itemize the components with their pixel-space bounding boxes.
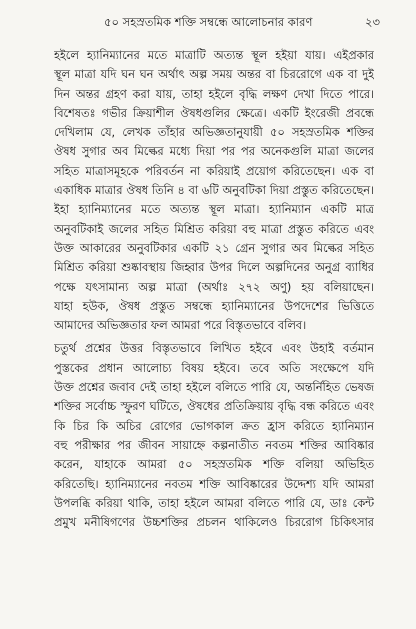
text-line: আমাদের অভিজ্ঞতার ফল আমরা পরে বিস্তৃতভাবে বলিব। bbox=[54, 319, 307, 333]
paragraph bbox=[54, 339, 374, 532]
text-line: বিশেষতঃ গভীর ক্রিয়াশীল ঔষধগুলির ক্ষেত্রে। একটি ইংরেজী প্রবন্ধে bbox=[54, 106, 374, 120]
text-line: ইহা হ্যানিম্যানের মতে অত্যন্ত স্থূল মাত্রা। হ্যানিম্যান একটি মাত্র bbox=[54, 203, 374, 217]
text-line: হইলে হ্যানিম্যানের মতে মাত্রাটি অত্যন্ত স্থূল হইয়া যায়। এইপ্রকার bbox=[54, 49, 374, 62]
text-line: দেখিলাম যে, লেখক তাঁহার অভিজ্ঞতানুযায়ী ৫০ সহস্রতমিক শক্তির bbox=[54, 126, 374, 140]
running-header bbox=[46, 12, 380, 32]
text-line: উক্ত আকারের অনুবটিকার একটি ২১ গ্রেন সুগার অব মিল্কের সহিত bbox=[54, 241, 374, 255]
text-line: সহিত মাত্রাসমূহকে পরিবর্তন না করিয়াই প্রয়োগ করিতেছেন। এক বা bbox=[54, 164, 374, 178]
text-line: একাধিক মাত্রার ঔষধ তিনি ৪ বা ৬টি অনুবটিকা দিয়া প্রস্তুত করিতেছেন। bbox=[54, 184, 374, 198]
text-line: করেন, যাহাকে আমরা ৫০ সহস্রতমিক শক্তি বলিয়া অভিহিত bbox=[54, 458, 374, 472]
text-line: প্রমুখ মনীষিগণের উচ্চশক্তির প্রচলন থাকিলেও চিররোগ চিকিৎসার bbox=[54, 516, 374, 530]
text-line: মিশ্রিত করিয়া শুষ্কাবস্থায় জিহ্বার উপর দিলে অল্পদিনের অনুগ্র ব্যাধির bbox=[54, 261, 374, 275]
text-line: যাহা হউক, ঔষধ প্রস্তুত সম্বন্ধে হ্যানিম্যানের উপদেশের ভিত্তিতে bbox=[54, 299, 374, 313]
text-line: করিতেছি। হ্যানিম্যানের নবতম শক্তি আবিষ্কারের উদ্দেশ্য যদি আমরা bbox=[54, 477, 374, 491]
text-line: উক্ত প্রশ্নের জবাব দেই তাহা হইলে বলিতে পারি যে, অন্তর্নিহিত ভেষজ bbox=[54, 381, 374, 395]
text-line: দিন অন্তর গ্রহণ করা যায়, তাহা হইলে বৃদ্ধি লক্ষণ দেখা দিতে পারে। bbox=[54, 87, 374, 101]
text-line: ঔষধ সুগার অব মিল্কের মধ্যে দিয়া পর পর অনেকগুলি মাত্রা জলের bbox=[54, 145, 374, 159]
body-text bbox=[54, 46, 374, 532]
text-line: স্থূল মাত্রা যদি ঘন ঘন অর্থাৎ অল্প সময় অন্তর বা চিররোগে এক বা দুই bbox=[54, 68, 374, 82]
text-line: পক্ষে যৎসামান্য অল্প মাত্রা (অর্থাঃ ২৭২ অণু) হয় বলিয়াছেন। bbox=[54, 280, 374, 294]
text-line: বহু পরীক্ষার পর জীবন সায়াহ্নে কল্পনাতীত নবতম শক্তির আবিষ্কার bbox=[54, 438, 374, 452]
paragraph bbox=[54, 46, 374, 335]
text-line: শক্তির সর্বোচ্চ স্ফুরণ ঘটিতে, ঔষধের প্রতিক্রিয়ায় বৃদ্ধি বন্ধ করিতে এবং bbox=[54, 400, 374, 414]
text-line: কি চির কি অচির রোগের ভোগকাল ক্রত হ্রাস করিতে হ্যানিম্যান bbox=[54, 419, 374, 433]
chapter-title: ৫০ সহস্রতমিক শক্তি সম্বন্ধে আলোচনার কারণ bbox=[104, 15, 313, 29]
text-line: পুস্তকের প্রধান আলোচ্য বিষয় হইবে। তবে অতি সংক্ষেপে যদি bbox=[54, 361, 374, 375]
page-number: ২৩ bbox=[365, 15, 380, 29]
text-line: চতুর্থ প্রশ্নের উত্তর বিস্তৃতভাবে লিখিত হইবে এবং উহাই বর্তমান bbox=[54, 342, 374, 356]
text-line: উপলব্ধি করিয়া থাকি, তাহা হইলে আমরা বলিতে পারি যে, ডাঃ কেন্ট bbox=[54, 496, 374, 510]
text-line: অনুবটিকাই জলের সহিত মিশ্রিত করিয়া বহু মাত্রা প্রস্তুত করিতে এবং bbox=[54, 222, 374, 236]
